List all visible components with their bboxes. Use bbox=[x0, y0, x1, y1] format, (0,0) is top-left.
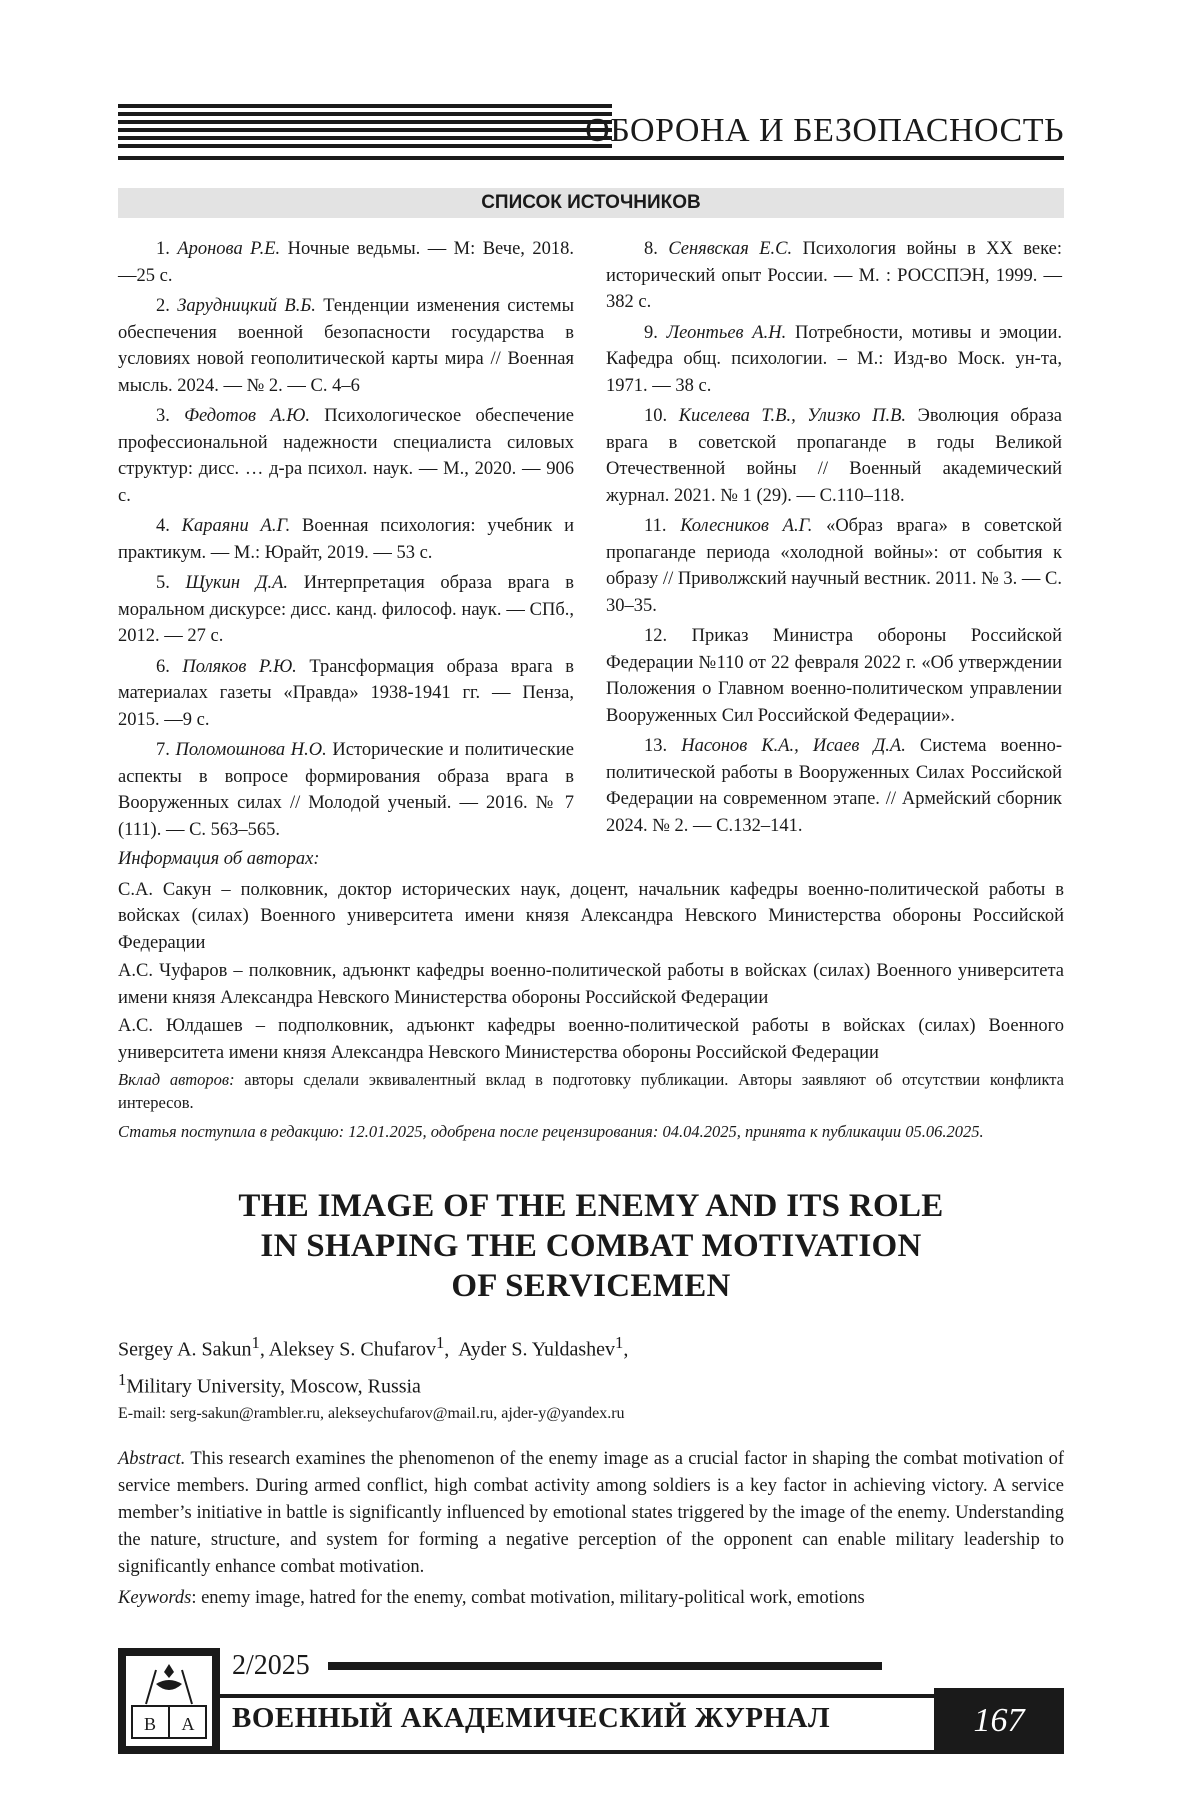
reference-author: Леонтьев А.Н. bbox=[666, 322, 787, 343]
section-title: ОБОРОНА И БЕЗОПАСНОСТЬ bbox=[585, 112, 1064, 149]
reference-number: 11. bbox=[644, 516, 667, 536]
emails: E-mail: serg-sakun@rambler.ru, alekseychufarov@mail.ru, ajder-y@yandex.ru bbox=[118, 1405, 625, 1423]
reference-item bbox=[118, 570, 574, 650]
reference-item bbox=[118, 654, 574, 734]
keywords bbox=[118, 1585, 1064, 1612]
running-header bbox=[118, 104, 1064, 160]
references-left-column bbox=[118, 236, 574, 847]
english-title bbox=[118, 1186, 1064, 1306]
page-number: 167 bbox=[934, 1688, 1064, 1754]
reference-number: 7. bbox=[156, 740, 170, 760]
journal-name: ВОЕННЫЙ АКАДЕМИЧЕСКИЙ ЖУРНАЛ bbox=[232, 1702, 831, 1734]
reference-author: Киселева Т.В., Улизко П.В. bbox=[678, 406, 907, 426]
authors-info bbox=[118, 846, 1064, 1143]
author-name: Sergey A. Sakun bbox=[118, 1338, 252, 1361]
issue-number: 2/2025 bbox=[232, 1650, 310, 1681]
contribution bbox=[118, 1068, 1064, 1114]
reference-author: Колесников А.Г. bbox=[680, 516, 813, 536]
author-list: Sergey A. Sakun$^1$, Aleksey S. Chufarov$^1$, Ayder S. Yuldashev$^1$, bbox=[118, 1333, 629, 1361]
abstract-paragraph bbox=[118, 1446, 1064, 1581]
logo-letter: В bbox=[143, 1714, 157, 1734]
reference-item bbox=[606, 733, 1062, 839]
reference-text: Приказ Министра обороны Российской Федерации №110 от 22 февраля 2022 г. «Об утверждении Положения о Главном военно-политическом управлении Вооруженных Сил Российской Федерации». bbox=[606, 626, 1063, 726]
author-sup: 1 bbox=[251, 1333, 260, 1352]
header-rule bbox=[118, 156, 1064, 160]
author-info-item: С.А. Сакун – полковник, доктор исторических наук, доцент, начальник кафедры военно-политической работы в войсках (силах) Военного университета имени князя Александра Невского Министерства обороны Российской Федерации bbox=[118, 879, 1064, 953]
reference-item bbox=[118, 236, 574, 289]
reference-author: Поляков Р.Ю. bbox=[182, 656, 297, 677]
reference-item bbox=[118, 293, 574, 399]
sources-heading: СПИСОК ИСТОЧНИКОВ bbox=[118, 188, 1064, 218]
reference-author: Поломошнова Н.О. bbox=[175, 740, 327, 760]
reference-author: Сенявская Е.С. bbox=[668, 239, 793, 259]
keywords-text: : enemy image, hatred for the enemy, combat motivation, military-political work, emotions bbox=[191, 1588, 865, 1608]
keywords-label: Keywords bbox=[118, 1588, 192, 1608]
reference-number: 1. bbox=[156, 239, 170, 259]
reference-author: Караяни А.Г. bbox=[181, 516, 291, 536]
reference-number: 5. bbox=[156, 573, 170, 593]
reference-item bbox=[606, 623, 1062, 729]
reference-author: Федотов А.Ю. bbox=[184, 406, 310, 426]
reference-item bbox=[118, 737, 574, 843]
abstract bbox=[118, 1446, 1064, 1612]
reference-text: Эволюция образа врага в советской пропаганде в годы Великой Отечественной войны // Военный академический журнал. 2021. № 1 (29). — С.110–118. bbox=[606, 406, 1063, 506]
reference-number: 9. bbox=[644, 322, 658, 343]
article-dates: Статья поступила в редакцию: 12.01.2025, одобрена после рецензирования: 04.04.2025, принята к публикации 05.06.2025. bbox=[118, 1122, 984, 1141]
reference-number: 13. bbox=[644, 736, 668, 756]
reference-text: Исторические и политические аспекты в вопросе формирования образа врага в Вооруженных силах // Молодой ученый. — 2016. № 7 (111). — С. 563–565. bbox=[118, 740, 575, 840]
logo-letter: А bbox=[181, 1714, 195, 1734]
author-info-item: А.С. Чуфаров – полковник, адъюнкт кафедры военно-политической работы в войсках (силах) Военного университета имени князя Александра Невского Министерства обороны Российской Федерации bbox=[118, 961, 1064, 1008]
author-sup: 1 bbox=[615, 1333, 624, 1352]
reference-item bbox=[118, 513, 574, 566]
journal-logo bbox=[118, 1648, 220, 1754]
reference-text: Интерпретация образа врага в моральном дискурсе: дисс. канд. философ. наук. — СПб., 2012. — 27 с. bbox=[118, 573, 574, 646]
author-info-item: А.С. Юлдашев – подполковник, адъюнкт кафедры военно-политической работы в войсках (силах) Военного университета имени князя Александра Невского Министерства обороны Российской Федерации bbox=[118, 1016, 1064, 1063]
reference-number: 4. bbox=[156, 516, 170, 536]
reference-text: Трансформация образа врага в материалах газеты «Правда» 1938-1941 гг. — Пенза, 2015. —9 с. bbox=[118, 656, 575, 730]
english-authors bbox=[118, 1328, 1064, 1427]
abstract-label: Abstract. bbox=[118, 1449, 186, 1469]
reference-item bbox=[606, 320, 1062, 400]
contribution-text: авторы сделали эквивалентный вклад в подготовку публикации. Авторы заявляют об отсутствии конфликта интересов. bbox=[118, 1070, 1064, 1112]
reference-number: 2. bbox=[156, 296, 170, 316]
reference-text: «Образ врага» в советской пропаганде периода «холодной войны»: от события к образу // Приволжский научный вестник. 2011. № 3. — С. 30–35. bbox=[606, 516, 1063, 616]
contribution-label: Вклад авторов: bbox=[118, 1070, 235, 1089]
reference-text: Психологическое обеспечение профессиональной надежности специалиста силовых структур: дисс. … д-ра психол. наук. — М., 2020. — 906 с. bbox=[118, 406, 574, 506]
title-line: OF SERVICEMEN bbox=[451, 1268, 731, 1304]
reference-item bbox=[606, 513, 1062, 619]
issue-rule bbox=[328, 1662, 882, 1670]
author-sup: 1 bbox=[435, 1333, 445, 1352]
affiliation bbox=[118, 1365, 1064, 1402]
reference-author: Щукин Д.А. bbox=[185, 573, 289, 593]
reference-item bbox=[118, 403, 574, 509]
reference-text: Система военно-политической работы в Вооруженных Силах Российской Федерации на современном этапе. // Армейский сборник 2024. № 2. — С.132–141. bbox=[606, 736, 1063, 836]
reference-text: Ночные ведьмы. — М: Вече, 2018. —25 с. bbox=[118, 239, 574, 286]
author-name: Ayder S. Yuldashev bbox=[458, 1338, 616, 1361]
references-right-column bbox=[606, 236, 1062, 843]
affiliation-sup: 1 bbox=[118, 1369, 127, 1389]
reference-author: Аронова Р.Е. bbox=[177, 239, 281, 259]
header-stripes bbox=[118, 104, 612, 160]
reference-text: Военная психология: учебник и практикум. — М.: Юрайт, 2019. — 53 с. bbox=[118, 516, 574, 563]
author-name: Aleksey S. Chufarov bbox=[268, 1338, 436, 1361]
affiliation-text: Military University, Moscow, Russia bbox=[126, 1375, 421, 1398]
title-line: THE IMAGE OF THE ENEMY AND ITS ROLE bbox=[238, 1188, 944, 1224]
reference-number: 10. bbox=[644, 406, 668, 426]
reference-item bbox=[606, 236, 1062, 316]
reference-author: Зарудницкий В.Б. bbox=[177, 296, 316, 316]
reference-text: Психология войны в XX веке: исторический опыт России. — М. : РОССПЭН, 1999. — 382 с. bbox=[606, 239, 1063, 312]
reference-number: 6. bbox=[156, 656, 170, 677]
abstract-text: This research examines the phenomenon of the enemy image as a crucial factor in shaping the combat motivation of service members. During armed conflict, high combat activity among soldiers is a key factor in achieving victory. A service member’s initiative in battle is significantly influenced by emotional states triggered by the image of the enemy. Understanding the nature, structure, and system for forming a negative perception of the opponent can enable military leadership to significantly enhance combat motivation. bbox=[118, 1449, 1065, 1577]
reference-number: 12. bbox=[644, 626, 668, 646]
reference-number: 8. bbox=[644, 239, 658, 259]
reference-text: Тенденции изменения системы обеспечения военной безопасности государства в условиях новой геополитической карты мира // Военная мысль. 2024. — № 2. — С. 4–6 bbox=[118, 296, 575, 396]
reference-author: Насонов К.А., Исаев Д.А. bbox=[681, 736, 906, 756]
reference-text: Потребности, мотивы и эмоции. Кафедра общ. психологии. – М.: Изд-во Моск. ун-та, 1971. — 38 с. bbox=[606, 322, 1063, 396]
title-line: IN SHAPING THE COMBAT MOTIVATION bbox=[260, 1228, 922, 1264]
emblem-icon bbox=[126, 1656, 212, 1746]
reference-number: 3. bbox=[156, 406, 170, 426]
reference-item bbox=[606, 403, 1062, 509]
authors-info-label: Информация об авторах: bbox=[118, 849, 320, 869]
page-footer bbox=[118, 1648, 1064, 1754]
